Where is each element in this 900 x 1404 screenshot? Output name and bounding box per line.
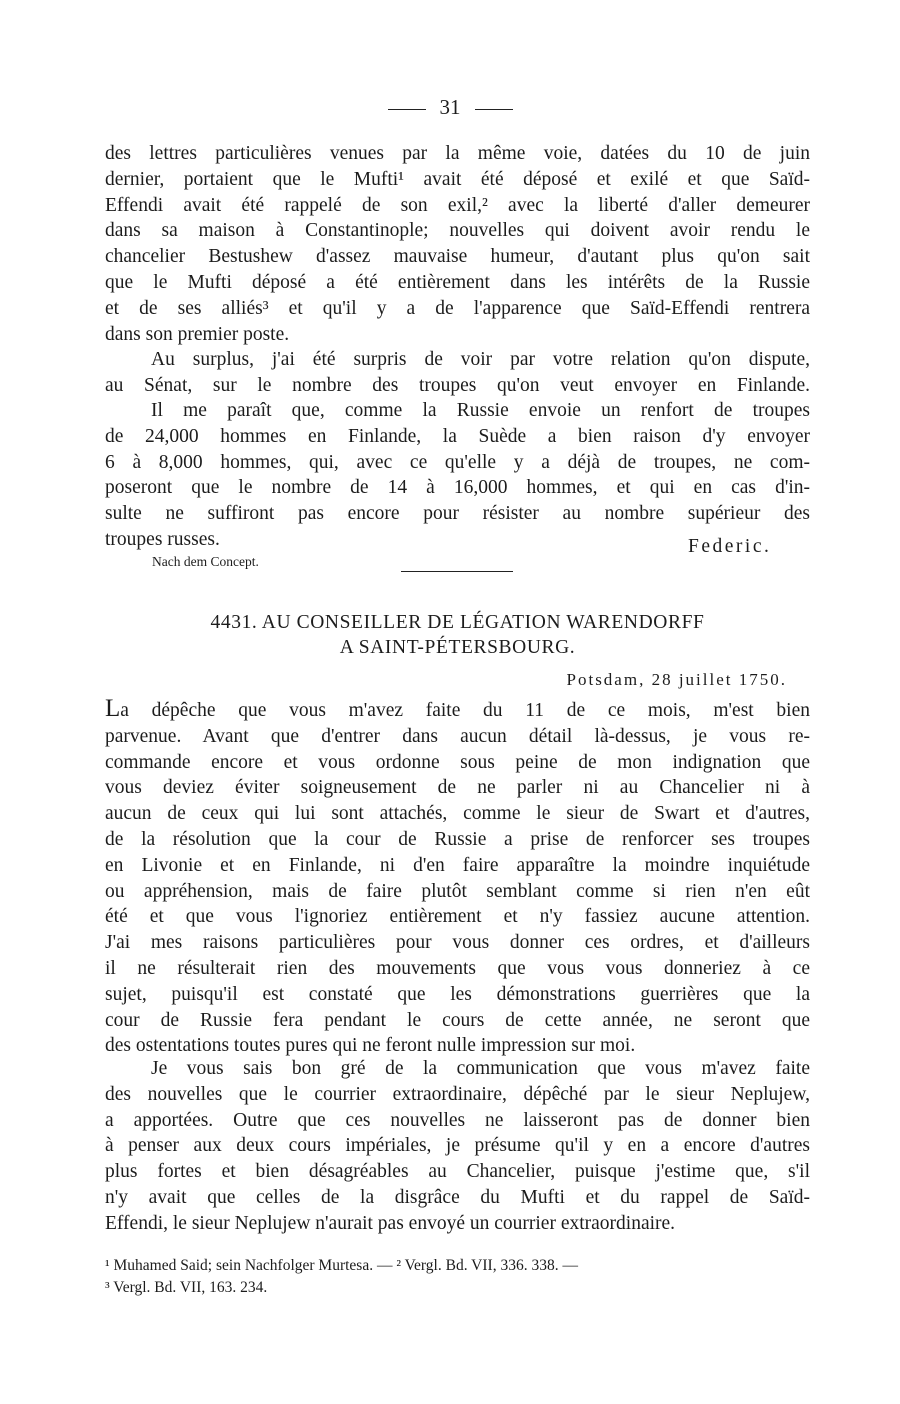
letter-heading-line-1: 4431. AU CONSEILLER DE LÉGATION WARENDORFF	[210, 612, 705, 633]
text-line: aucun de ceux qui lui sont attachés, comme le sieur de Swart et d'autres,	[105, 803, 810, 825]
letter-paragraph-1	[105, 696, 810, 1059]
letter-end-paragraph-3	[105, 398, 810, 553]
source-note: Nach dem Concept.	[152, 554, 259, 569]
text-line: chancelier Bestushew d'assez mauvaise humeur, d'autant plus qu'on sait	[105, 246, 810, 268]
place-date: Potsdam, 28 juillet 1750.	[566, 670, 787, 689]
section-separator	[401, 571, 513, 572]
text-line: J'ai mes raisons particulières pour vous donner ces ordres, et d'ailleurs	[105, 932, 810, 954]
text-line: de la résolution que la cour de Russie a prise de renforcer ses troupes	[105, 828, 810, 850]
text-line: 6 à 8,000 hommes, qui, avec ce qu'elle y a déjà de troupes, ne com-	[105, 451, 810, 473]
text-line: Au surplus, j'ai été surpris de voir par votre relation qu'on dispute,	[151, 349, 810, 370]
letter-heading-line-2: A SAINT-PÉTERSBOURG.	[339, 637, 576, 658]
letter-end-paragraph-2	[105, 347, 810, 399]
text-line: à penser aux deux cours impériales, je présume qu'il y en a encore d'autres	[105, 1135, 810, 1157]
footnotes	[105, 1255, 810, 1299]
page-number	[0, 92, 900, 122]
text-line: parvenue. Avant que d'entrer dans aucun détail là-dessus, je vous re-	[105, 725, 810, 747]
text-line: et de ses alliés³ et qu'il y a de l'apparence que Saïd-Effendi rentrera	[105, 297, 810, 319]
page-number-left-dash	[388, 109, 426, 110]
text-line: plus fortes et bien désagréables au Chancelier, puisque j'estime que, s'il	[105, 1161, 810, 1183]
text-line: sulte ne suffiront pas encore pour résister au nombre supérieur des	[105, 503, 810, 525]
text-line	[105, 696, 810, 724]
letter-heading	[105, 610, 810, 660]
text-line: poseront que le nombre de 14 à 16,000 hommes, et qui en cas d'in-	[105, 477, 810, 499]
text-line: sujet, puisqu'il est constaté que les démonstrations guerrières que la	[105, 983, 810, 1005]
text-line: de 24,000 hommes en Finlande, la Suède a bien raison d'y envoyer	[105, 425, 810, 447]
text-line: été et que vous l'ignoriez entièrement et n'y fassiez aucune attention.	[105, 906, 810, 928]
text-line: commande encore et vous ordonne sous peine de mon indignation que	[105, 751, 810, 773]
footnote-line-2: ³ Vergl. Bd. VII, 163. 234.	[105, 1279, 268, 1296]
text-line: Effendi, le sieur Neplujew n'aurait pas envoyé un courrier extraordinaire.	[105, 1212, 676, 1234]
text-line: Il me paraît que, comme la Russie envoie un renfort de troupes	[151, 400, 810, 421]
text-line: des ostentations toutes pures qui ne feront nulle impression sur moi.	[105, 1035, 636, 1057]
text-line: au Sénat, sur le nombre des troupes qu'on veut envoyer en Finlande.	[105, 374, 810, 396]
text-line-rest: a dépêche que vous m'avez faite du 11 de ce mois, m'est bien	[120, 700, 810, 721]
text-line: Effendi avait été rappelé de son exil,² avec la liberté d'aller demeurer	[105, 194, 810, 216]
text-line: troupes russes.	[105, 528, 220, 550]
letter-paragraph-2	[105, 1056, 810, 1237]
footnote-line-1: ¹ Muhamed Said; sein Nachfolger Murtesa. — ² Vergl. Bd. VII, 336. 338. —	[105, 1257, 578, 1274]
page-number-right-dash	[475, 109, 513, 110]
signature: Federic.	[688, 536, 772, 557]
text-line: dernier, portaient que le Mufti¹ avait été déposé et exilé et que Saïd-	[105, 168, 810, 190]
text-line: ou appréhension, mais de faire plutôt semblant comme si rien n'en eût	[105, 880, 810, 902]
drop-cap: L	[105, 695, 121, 722]
text-line: des lettres particulières venues par la même voie, datées du 10 de juin	[105, 143, 810, 164]
text-line: dans sa maison à Constantinople; nouvelles qui doivent avoir rendu le	[105, 220, 810, 242]
text-line: a apportées. Outre que ces nouvelles ne laisseront pas de donner bien	[105, 1109, 810, 1131]
text-line: Je vous sais bon gré de la communication que vous m'avez faite	[151, 1058, 810, 1079]
text-line: il ne résulterait rien des mouvements que vous vous donneriez à ce	[105, 957, 810, 979]
text-line: en Livonie et en Finlande, ni d'en faire apparaître la moindre inquiétude	[105, 854, 810, 876]
letter-end-paragraph-1	[105, 141, 810, 347]
text-line: des nouvelles que le courrier extraordinaire, dépêché par le sieur Neplujew,	[105, 1083, 810, 1105]
text-line: n'y avait que celles de la disgrâce du Mufti et du rappel de Saïd-	[105, 1186, 810, 1208]
text-line: cour de Russie fera pendant le cours de cette année, ne seront que	[105, 1009, 810, 1031]
page-number-value: 31	[439, 95, 461, 119]
text-line: dans son premier poste.	[105, 323, 290, 345]
text-line: que le Mufti déposé a été entièrement dans les intérêts de la Russie	[105, 271, 810, 293]
text-line: vous deviez éviter soigneusement de ne parler ni au Chancelier ni à	[105, 777, 810, 799]
